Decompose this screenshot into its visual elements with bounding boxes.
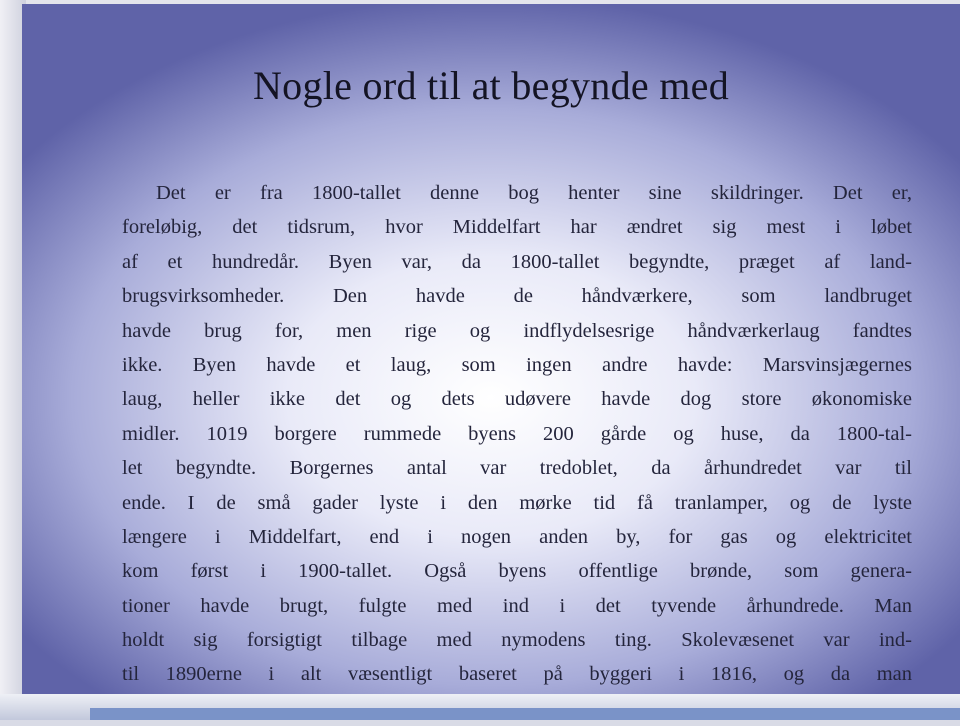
body-paragraph <box>122 176 912 726</box>
text-line: laug, heller ikke det og dets udøvere havde dog store økonomiske <box>122 388 912 411</box>
text-line: havde brug for, men rige og indflydelsesrige håndværkerlaug fandtes <box>122 319 912 342</box>
page-title: Nogle ord til at begynde med <box>252 63 730 108</box>
text-line: brugsvirksomheder. Den havde de håndværkere, som landbruget <box>122 285 912 308</box>
text-line: længere i Middelfart, end i nogen anden by, for gas og elektricitet <box>122 525 912 548</box>
text-line: Det er fra 1800-tallet denne bog henter sine skildringer. Det er, <box>156 182 912 204</box>
text-line: let begyndte. Borgernes antal var tredoblet, da århundredet var til <box>122 457 912 480</box>
text-line: tioner havde brugt, fulgte med ind i det tyvende århundrede. Man <box>122 594 912 617</box>
text-line: kom først i 1900-tallet. Også byens offentlige brønde, som genera- <box>122 560 912 583</box>
text-line: holdt sig forsigtigt tilbage med nymodens ting. Skolevæsenet var ind- <box>122 629 912 652</box>
text-line: ende. I de små gader lyste i den mørke tid få tranlamper, og de lyste <box>122 491 912 514</box>
text-line: til 1890erne i alt væsentligt baseret på byggeri i 1816, og da man <box>122 663 912 686</box>
text-line: foreløbig, det tidsrum, hvor Middelfart har ændret sig mest i løbet <box>122 216 912 239</box>
bottom-bar <box>90 708 960 720</box>
text-line: af et hundredår. Byen var, da 1800-tallet begyndte, præget af land- <box>122 250 912 273</box>
document-page <box>22 4 960 694</box>
text-line: midler. 1019 borgere rummede byens 200 gårde og huse, da 1800-tal- <box>122 422 912 445</box>
text-line: ikke. Byen havde et laug, som ingen andre havde: Marsvinsjægernes <box>122 353 912 376</box>
